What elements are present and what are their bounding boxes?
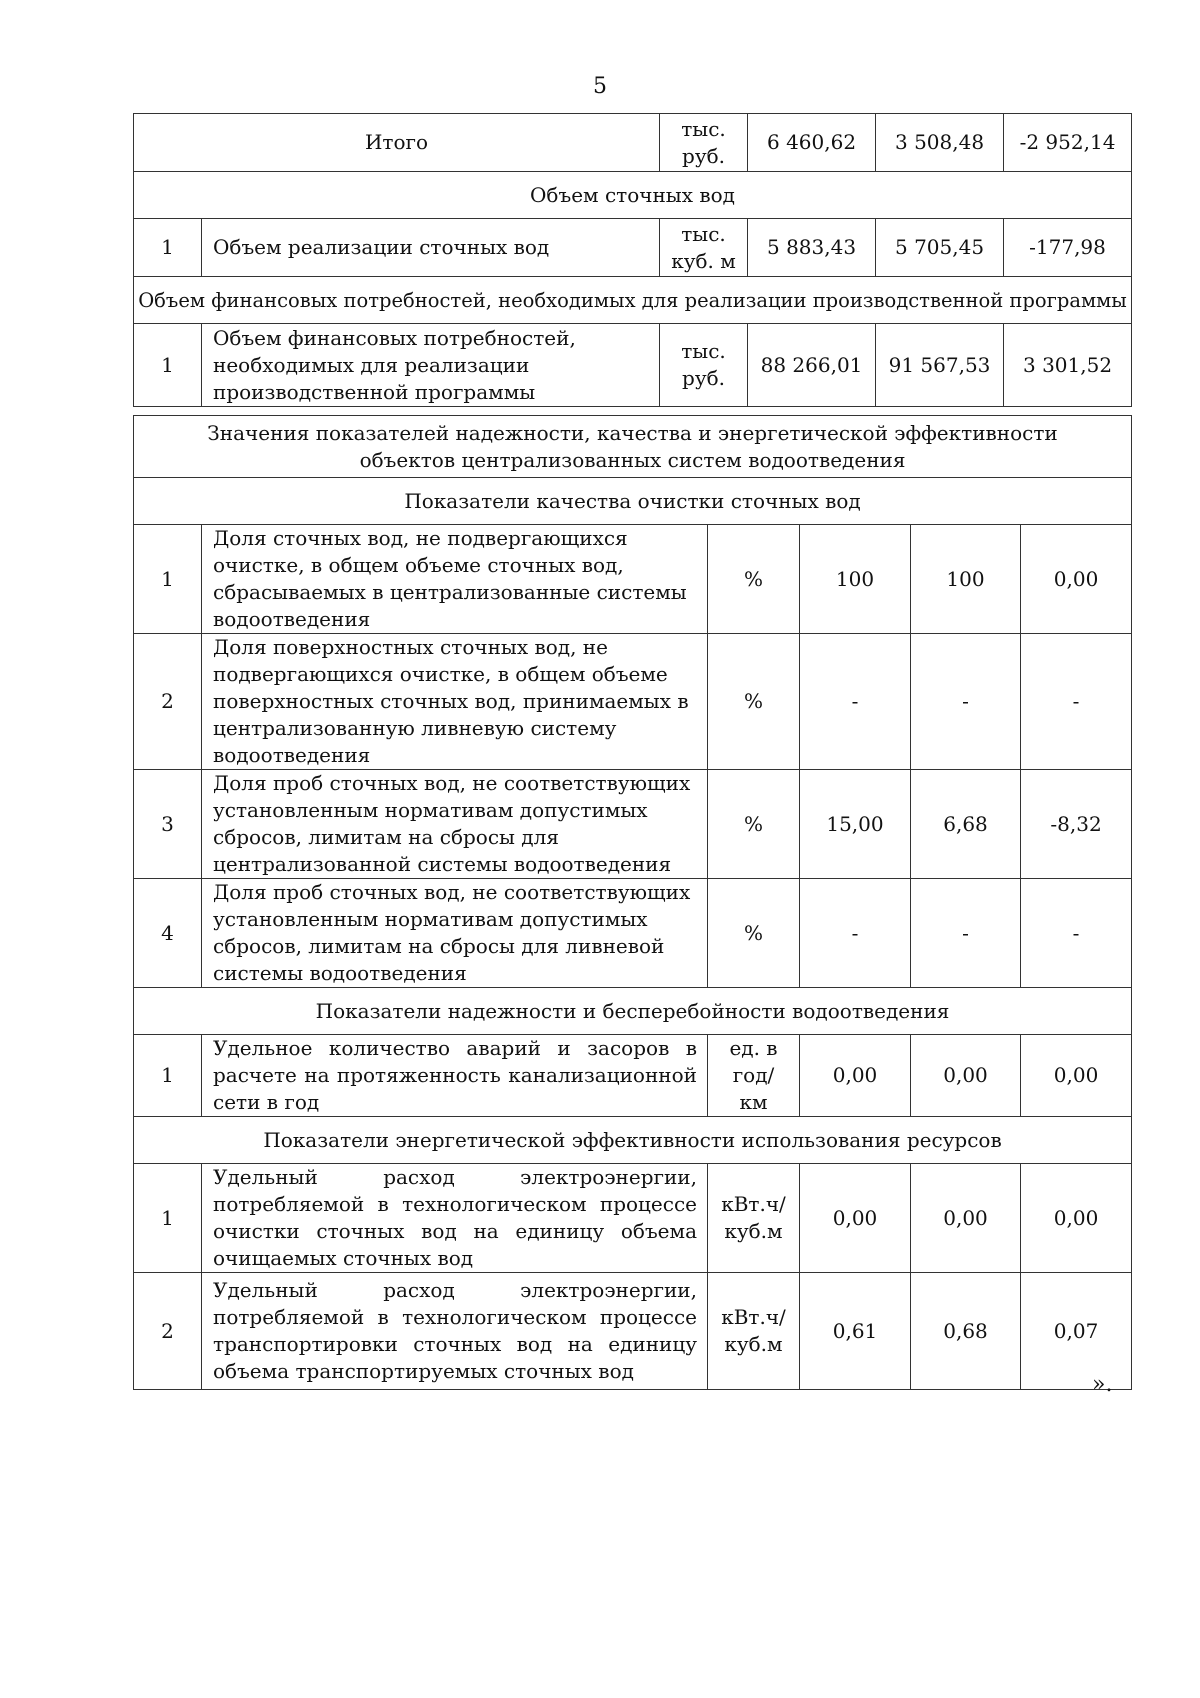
value-cell: 0,61 [800, 1273, 911, 1390]
unit-cell: ед. в год/ км [708, 1035, 800, 1117]
indicator-name: Доля поверхностных сточных вод, не подвергающихся очистке, в общем объеме поверхностных сточных вод, принимаемых в централизованную ливневую систему водоотведения [202, 634, 708, 770]
value-cell: 3 301,52 [1004, 324, 1132, 407]
indicator-name: Доля проб сточных вод, не соответствующих установленным нормативам допустимых сбросов, лимитам на сбросы для централизованной системы водоотведения [202, 770, 708, 879]
value-cell: 0,00 [911, 1035, 1021, 1117]
row-number: 2 [134, 634, 202, 770]
value-cell: - [1021, 879, 1132, 988]
section-title: Показатели надежности и бесперебойности водоотведения [134, 988, 1132, 1035]
indicator-name: Удельный расход электроэнергии, потребляемой в технологическом процессе транспортировки сточных вод на единицу объема транспортируемых сточных вод [202, 1273, 708, 1390]
table-row [134, 770, 1132, 879]
indicator-name: Доля сточных вод, не подвергающихся очистке, в общем объеме сточных вод, сбрасываемых в централизованные системы водоотведения [202, 525, 708, 634]
unit-cell: % [708, 634, 800, 770]
table-row [134, 1035, 1132, 1117]
value-cell: 6,68 [911, 770, 1021, 879]
row-number: 1 [134, 219, 202, 277]
unit-cell: % [708, 879, 800, 988]
value-cell: 15,00 [800, 770, 911, 879]
unit-cell: % [708, 770, 800, 879]
table-row [134, 525, 1132, 634]
value-cell: 5 883,43 [748, 219, 876, 277]
table-title-row [134, 416, 1132, 478]
value-cell: 0,00 [1021, 1035, 1132, 1117]
indicator-name: Объем реализации сточных вод [202, 219, 660, 277]
table-row [134, 219, 1132, 277]
value-cell: 0,00 [800, 1164, 911, 1273]
value-cell: 0,00 [1021, 525, 1132, 634]
value-cell: 91 567,53 [876, 324, 1004, 407]
value-cell: - [800, 879, 911, 988]
section-title: Объем финансовых потребностей, необходимых для реализации производственной программы [134, 277, 1132, 324]
table-title: Значения показателей надежности, качества и энергетической эффективности объектов централизованных систем водоотведения [134, 416, 1132, 478]
indicator-name: Доля проб сточных вод, не соответствующих установленным нормативам допустимых сбросов, лимитам на сбросы для ливневой системы водоотведения [202, 879, 708, 988]
row-number: 3 [134, 770, 202, 879]
row-number: 4 [134, 879, 202, 988]
table-row [134, 1273, 1132, 1390]
value-cell: 0,00 [800, 1035, 911, 1117]
value-cell: 88 266,01 [748, 324, 876, 407]
row-number: 1 [134, 324, 202, 407]
section-title: Объем сточных вод [134, 172, 1132, 219]
value-cell: 0,00 [1021, 1164, 1132, 1273]
value-cell: 100 [911, 525, 1021, 634]
value-cell: 0,07 [1021, 1273, 1132, 1390]
value-cell: 6 460,62 [748, 114, 876, 172]
value-cell: - [911, 634, 1021, 770]
total-row [134, 114, 1132, 172]
table-row [134, 879, 1132, 988]
indicator-name: Удельное количество аварий и засоров в расчете на протяженность канализационной сети в год [202, 1035, 708, 1117]
indicator-name: Удельный расход электроэнергии, потребляемой в технологическом процессе очистки сточных вод на единицу объема очищаемых сточных вод [202, 1164, 708, 1273]
value-cell: -2 952,14 [1004, 114, 1132, 172]
value-cell: -177,98 [1004, 219, 1132, 277]
section-header-row [134, 1117, 1132, 1164]
section-title: Показатели качества очистки сточных вод [134, 478, 1132, 525]
closing-quote: ». [1092, 1372, 1113, 1397]
value-cell: 0,68 [911, 1273, 1021, 1390]
section-header-row [134, 478, 1132, 525]
section-title: Показатели энергетической эффективности использования ресурсов [134, 1117, 1132, 1164]
value-cell: - [800, 634, 911, 770]
table-row [134, 324, 1132, 407]
row-number: 1 [134, 1035, 202, 1117]
row-number: 1 [134, 1164, 202, 1273]
unit-cell: тыс. руб. [660, 114, 748, 172]
row-number: 2 [134, 1273, 202, 1390]
total-label: Итого [134, 114, 660, 172]
page-number: 5 [593, 74, 607, 99]
table-row [134, 634, 1132, 770]
table-row [134, 1164, 1132, 1273]
value-cell: - [911, 879, 1021, 988]
production-program-table [133, 113, 1132, 407]
section-header-row [134, 172, 1132, 219]
section-header-row [134, 277, 1132, 324]
indicator-name: Объем финансовых потребностей, необходимых для реализации производственной программы [202, 324, 660, 407]
value-cell: 3 508,48 [876, 114, 1004, 172]
unit-cell: тыс. куб. м [660, 219, 748, 277]
value-cell: 100 [800, 525, 911, 634]
unit-cell: кВт.ч/ куб.м [708, 1164, 800, 1273]
row-number: 1 [134, 525, 202, 634]
value-cell: -8,32 [1021, 770, 1132, 879]
unit-cell: тыс. руб. [660, 324, 748, 407]
value-cell: 5 705,45 [876, 219, 1004, 277]
indicators-table [133, 415, 1132, 1390]
value-cell: 0,00 [911, 1164, 1021, 1273]
value-cell: - [1021, 634, 1132, 770]
section-header-row [134, 988, 1132, 1035]
unit-cell: кВт.ч/ куб.м [708, 1273, 800, 1390]
unit-cell: % [708, 525, 800, 634]
